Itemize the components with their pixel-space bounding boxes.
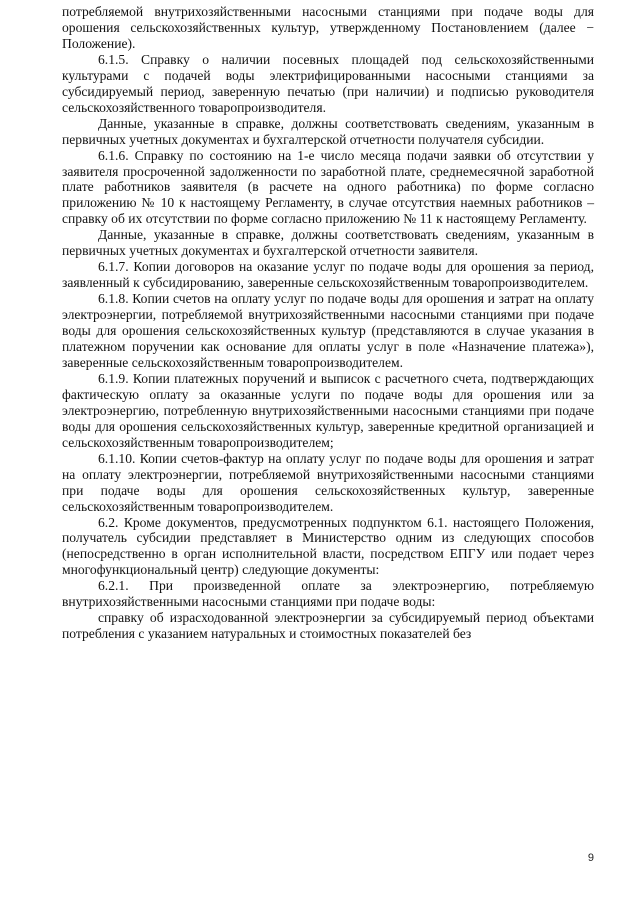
paragraph-continuation: потребляемой внутрихозяйственными насосными станциями при подаче воды для орошения сельскохозяйственных культур, утвержденному Постановлением (далее − Положение). [62,4,594,51]
paragraph-6-1-10: 6.1.10. Копии счетов-фактур на оплату услуг по подаче воды для орошения и затрат на оплату электроэнергии, потребляемой внутрихозяйственными насосными станциями при подаче воды для орошения сельскохозяйственных культур, заверенные сельскохозяйственным товаропроизводителем. [62,450,594,514]
page-number: 9 [587,852,594,864]
paragraph-6-1-8: 6.1.8. Копии счетов на оплату услуг по подаче воды для орошения и затрат на оплату электроэнергии, потребляемой внутрихозяйственными насосными станциями при подаче воды для орошения сельскохозяйственных культур (представляются в случае указания в платежном поручении как основание для оплаты услуг в поле «Назначение платежа»), заверенные сельскохозяйственным товаропроизводителем. [62,291,594,370]
paragraph-data-note-2: Данные, указанные в справке, должны соответствовать сведениям, указанным в первичных учетных документах и бухгалтерской отчетности заявителя. [62,227,594,259]
paragraph-6-2: 6.2. Кроме документов, предусмотренных подпунктом 6.1. настоящего Положения, получатель субсидии представляет в Министерство одним из следующих способов (непосредственно в орган исполнительной власти, посредством ЕПГУ или подает через многофункциональный центр) следующие документы: [62,514,594,578]
document-body [62,4,594,642]
paragraph-certificate: справку об израсходованной электроэнергии за субсидируемый период объектами потребления с указанием натуральных и стоимостных показателей без [62,610,594,642]
paragraph-6-2-1: 6.2.1. При произведенной оплате за электроэнергию, потребляемую внутрихозяйственными насосными станциями при подаче воды: [62,578,594,610]
paragraph-6-1-5: 6.1.5. Справку о наличии посевных площадей под сельскохозяйственными культурами с подачей воды электрифицированными насосными станциями за субсидируемый период, заверенную печатью (при наличии) и подписью руководителя сельскохозяйственного товаропроизводителя. [62,51,594,115]
paragraph-data-note-1: Данные, указанные в справке, должны соответствовать сведениям, указанным в первичных учетных документах и бухгалтерской отчетности получателя субсидии. [62,115,594,147]
paragraph-6-1-9: 6.1.9. Копии платежных поручений и выписок с расчетного счета, подтверждающих фактическую оплату за оказанные услуги по подаче воды для орошения или за электроэнергию, потребленную внутрихозяйственными насосными станциями при подаче воды для орошения сельскохозяйственных культур, заверенные кредитной организацией и сельскохозяйственным товаропроизводителем; [62,370,594,450]
paragraph-6-1-6: 6.1.6. Справку по состоянию на 1-е число месяца подачи заявки об отсутствии у заявителя просроченной задолженности по заработной плате, среднемесячной заработной плате работников заявителя (в расчете на одного работника) по форме согласно приложению № 10 к настоящему Регламенту, в случае отсутствия наемных работников – справку об их отсутствии по форме согласно приложению № 11 к настоящему Регламенту. [62,147,594,227]
paragraph-6-1-7: 6.1.7. Копии договоров на оказание услуг по подаче воды для орошения за период, заявленный к субсидированию, заверенные сельскохозяйственным товаропроизводителем. [62,259,594,291]
